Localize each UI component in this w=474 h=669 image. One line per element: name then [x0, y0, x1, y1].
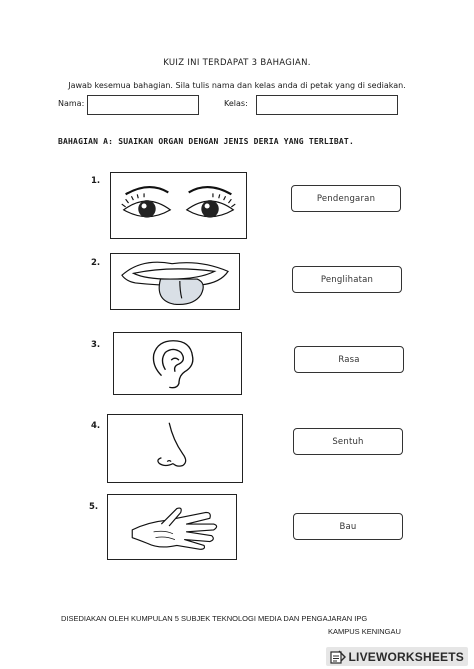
item-number: 2.	[91, 258, 101, 268]
nose-image-box	[107, 414, 243, 483]
footer-credit-line1: DISEDIAKAN OLEH KUMPULAN 5 SUBJEK TEKNOLOGI MEDIA DAN PENGAJARAN IPG	[61, 614, 368, 623]
liveworksheets-brand[interactable]	[326, 647, 468, 666]
eyes-image-box	[110, 172, 247, 239]
instructions: Jawab kesemua bahagian. Sila tulis nama dan kelas anda di petak yang di sediakan.	[68, 81, 406, 90]
footer-credit-line2: KAMPUS KENINGAU	[328, 627, 401, 636]
tongue-icon	[111, 254, 239, 309]
nose-icon	[108, 415, 242, 482]
hand-image-box	[107, 494, 237, 560]
section-a-heading: BAHAGIAN A: SUAIKAN ORGAN DENGAN JENIS DERIA YANG TERLIBAT.	[58, 137, 354, 146]
sense-option-sentuh[interactable]: Sentuh	[293, 428, 403, 455]
sense-option-pendengaran[interactable]: Pendengaran	[291, 185, 401, 212]
tongue-image-box	[110, 253, 240, 310]
ear-image-box	[113, 332, 242, 395]
sense-option-rasa[interactable]: Rasa	[294, 346, 404, 373]
liveworksheets-logo-icon	[330, 650, 346, 664]
ear-icon	[114, 333, 241, 394]
item-number: 4.	[91, 421, 101, 431]
name-label: Nama:	[58, 99, 85, 108]
item-number: 1.	[91, 176, 101, 186]
brand-name: LIVEWORKSHEETS	[348, 649, 464, 664]
sense-option-bau[interactable]: Bau	[293, 513, 403, 540]
name-field[interactable]	[87, 95, 199, 115]
class-label: Kelas:	[224, 99, 248, 108]
quiz-title: KUIZ INI TERDAPAT 3 BAHAGIAN.	[163, 58, 311, 68]
class-field[interactable]	[256, 95, 398, 115]
sense-option-penglihatan[interactable]: Penglihatan	[292, 266, 402, 293]
item-number: 3.	[91, 340, 101, 350]
hand-icon	[108, 495, 236, 559]
item-number: 5.	[89, 502, 99, 512]
eyes-icon	[111, 173, 246, 238]
